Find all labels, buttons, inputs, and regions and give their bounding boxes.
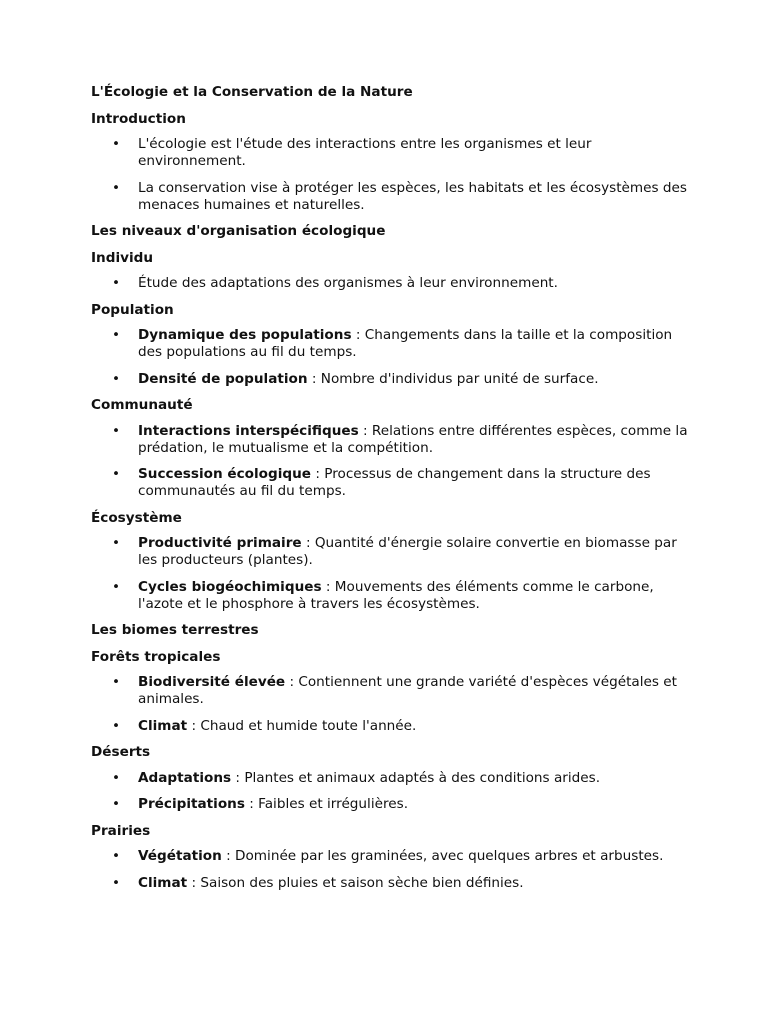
section-heading: Population [91, 301, 174, 318]
list-item [91, 136, 691, 170]
item-term: Dynamique des populations [138, 327, 352, 343]
item-text: : Contiennent une grande variété d'espèces végétales et animales. [138, 674, 677, 707]
list-item [91, 180, 691, 214]
section-heading: Introduction [91, 110, 186, 127]
bullet-icon: • [112, 874, 121, 891]
section-heading: Les biomes terrestres [91, 622, 259, 638]
bullet-list [91, 275, 691, 292]
item-text: : Mouvements des éléments comme le carbone, l'azote et le phosphore à travers les écosystèmes. [138, 578, 654, 612]
item-term: Adaptations [138, 769, 232, 786]
bullet-icon: • [112, 370, 121, 387]
section-heading: Communauté [91, 397, 193, 413]
item-text: : Faibles et irrégulières. [244, 796, 409, 812]
section-heading: Déserts [91, 744, 151, 760]
item-term: Productivité primaire [138, 535, 302, 551]
item-text: : Saison des pluies et saison sèche bien définies. [187, 874, 524, 891]
bullet-list [91, 770, 691, 814]
bullet-list [91, 136, 691, 214]
item-term: Climat [138, 717, 188, 734]
item-text: : Processus de changement dans la structure des communautés au fil du temps. [138, 466, 651, 499]
bullet-icon: • [112, 535, 121, 551]
list-item [91, 535, 691, 569]
bullet-icon: • [112, 769, 121, 786]
bullet-icon: • [112, 422, 121, 439]
item-text: La conservation vise à protéger les espèces, les habitats et les écosystèmes des menaces humaines et naturelles. [138, 179, 688, 213]
item-term: Succession écologique [138, 466, 312, 482]
bullet-icon: • [112, 327, 121, 343]
item-term: Interactions interspécifiques [138, 422, 359, 439]
section-heading: Prairies [91, 822, 151, 839]
bullet-icon: • [112, 796, 121, 812]
bullet-icon: • [112, 466, 121, 482]
list-item [91, 770, 691, 787]
item-term: Biodiversité élevée [138, 674, 286, 690]
section-heading: Forêts tropicales [91, 648, 221, 665]
item-text: L'écologie est l'étude des interactions entre les organismes et leur environnement. [138, 136, 592, 169]
document-page [91, 83, 691, 900]
item-text: Étude des adaptations des organismes à leur environnement. [138, 275, 558, 291]
bullet-icon: • [112, 717, 121, 734]
item-text: : Relations entre différentes espèces, comme la prédation, le mutualisme et la compétition. [138, 422, 688, 456]
list-item [91, 718, 691, 735]
item-text: : Changements dans la taille et la composition des populations au fil du temps. [138, 327, 673, 360]
list-item [91, 371, 691, 388]
document-body [91, 110, 691, 892]
document-title: L'Écologie et la Conservation de la Nature [91, 84, 413, 100]
item-term: Précipitations [138, 796, 245, 812]
bullet-list [91, 848, 691, 892]
section-heading: Individu [91, 249, 154, 266]
item-text: : Chaud et humide toute l'année. [187, 717, 417, 734]
list-item [91, 674, 691, 708]
bullet-list [91, 674, 691, 735]
bullet-icon: • [112, 578, 121, 595]
item-term: Végétation [138, 848, 222, 864]
item-term: Climat [138, 874, 188, 891]
list-item [91, 579, 691, 613]
item-text: : Nombre d'individus par unité de surface. [307, 370, 599, 387]
bullet-icon: • [112, 136, 121, 152]
bullet-icon: • [112, 674, 121, 690]
item-text: : Quantité d'énergie solaire convertie en biomasse par les producteurs (plantes). [138, 535, 677, 568]
item-text: : Plantes et animaux adaptés à des conditions arides. [231, 769, 601, 786]
item-text: : Dominée par les graminées, avec quelques arbres et arbustes. [221, 848, 664, 864]
bullet-list [91, 423, 691, 501]
bullet-icon: • [112, 179, 121, 196]
list-item [91, 423, 691, 457]
item-term: Cycles biogéochimiques [138, 578, 322, 595]
bullet-list [91, 535, 691, 613]
list-item [91, 848, 691, 865]
list-item [91, 875, 691, 892]
section-heading: Écosystème [91, 509, 182, 526]
list-item [91, 327, 691, 361]
list-item [91, 796, 691, 813]
bullet-icon: • [112, 275, 121, 291]
item-term: Densité de population [138, 370, 308, 387]
bullet-icon: • [112, 848, 121, 864]
section-heading: Les niveaux d'organisation écologique [91, 223, 386, 239]
bullet-list [91, 327, 691, 388]
list-item [91, 275, 691, 292]
list-item [91, 466, 691, 500]
